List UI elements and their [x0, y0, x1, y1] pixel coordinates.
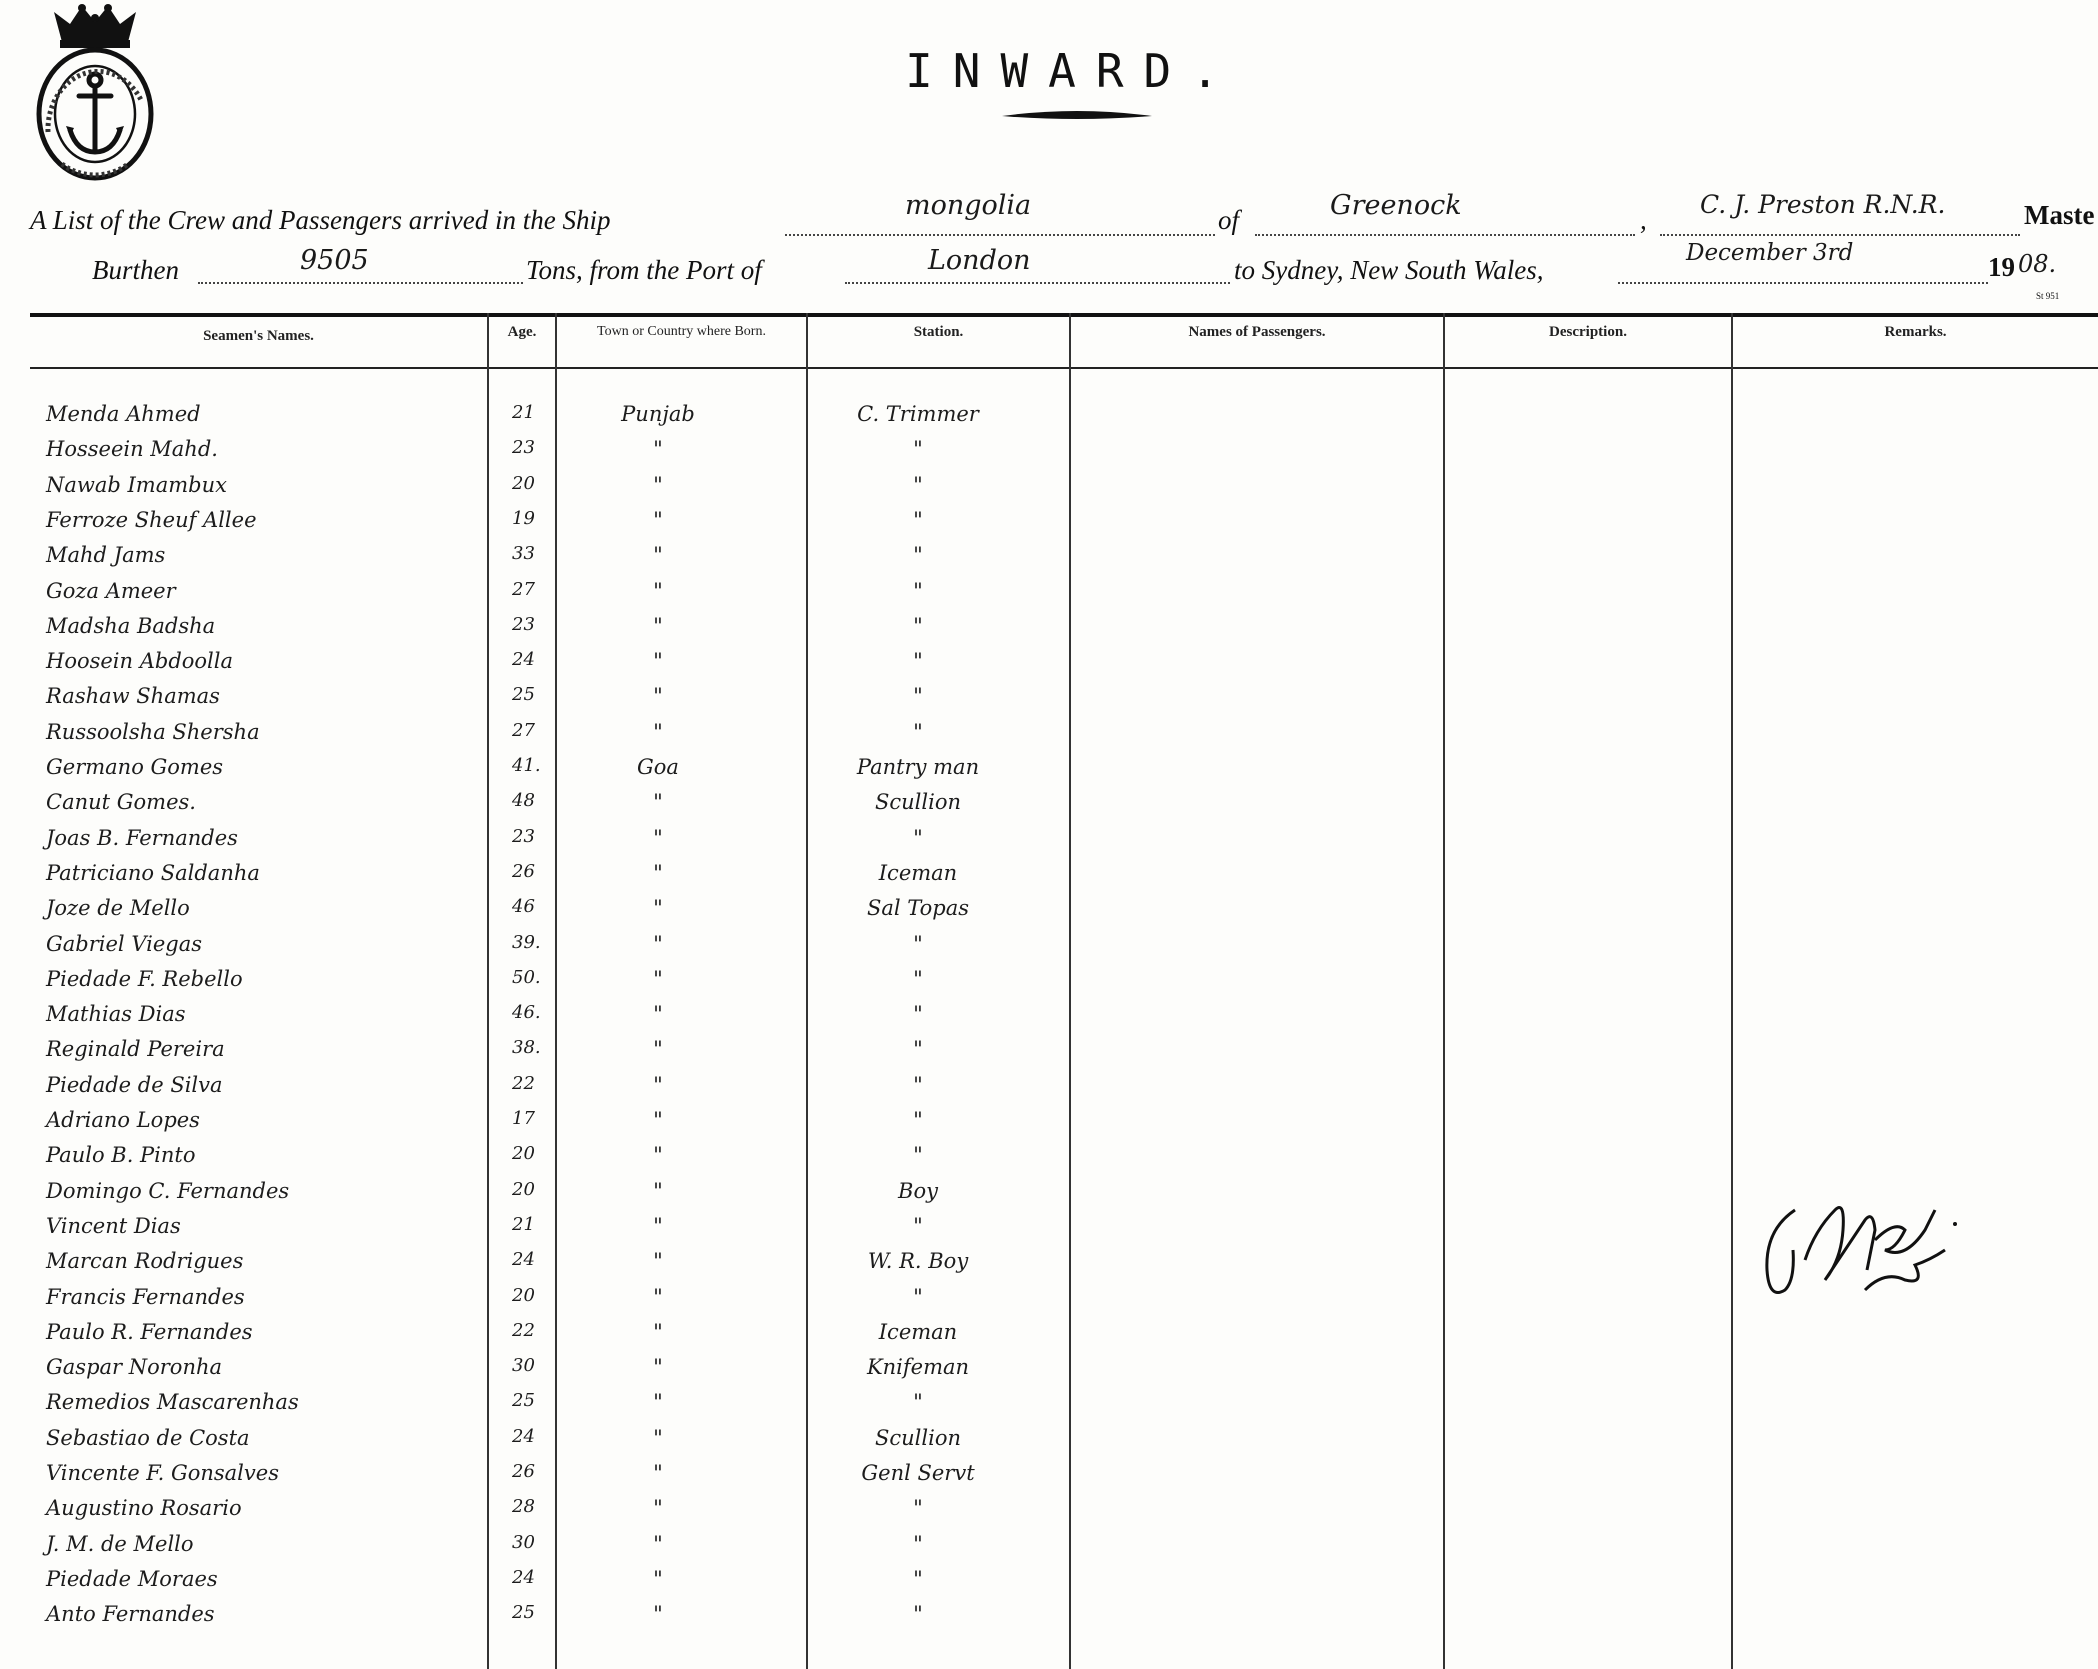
- crew-row: [0, 1532, 1100, 1568]
- crew-row: [0, 579, 1100, 615]
- burthen-label: Burthen: [92, 255, 179, 285]
- crew-age: 26: [512, 1461, 535, 1482]
- crew-birthplace: ": [653, 1284, 663, 1309]
- crew-station: Scullion: [875, 790, 961, 815]
- crew-station: C. Trimmer: [857, 402, 979, 426]
- of-label: of: [1218, 205, 1240, 235]
- crew-age: 38.: [512, 1037, 541, 1059]
- crew-row: [0, 1496, 1100, 1532]
- crew-name: Russoolsha Shersha: [46, 719, 260, 744]
- crew-age: 20: [512, 1284, 535, 1306]
- crew-age: 20: [512, 1178, 535, 1200]
- ship-name-value: mongolia: [905, 190, 1032, 221]
- crew-birthplace: ": [653, 1319, 663, 1344]
- crew-name: Madsha Badsha: [46, 613, 216, 638]
- crew-station: ": [913, 1531, 923, 1556]
- crew-age: 22: [512, 1319, 535, 1341]
- crew-age: 30: [512, 1531, 535, 1553]
- crew-station: ": [913, 1602, 923, 1627]
- crew-name: Joze de Mello: [46, 896, 190, 921]
- crew-birthplace: ": [653, 860, 663, 885]
- crew-station: ": [913, 507, 923, 532]
- crew-station: Iceman: [878, 860, 958, 885]
- crew-birthplace: ": [653, 437, 663, 462]
- crew-station: ": [913, 613, 923, 638]
- crew-station: ": [913, 578, 923, 603]
- crew-station: ": [913, 684, 923, 709]
- crew-row: [0, 1143, 1100, 1179]
- form-number: St 951: [2036, 291, 2060, 301]
- crew-name: Joas B. Fernandes: [46, 825, 238, 850]
- crew-station: W. R. Boy: [867, 1249, 969, 1274]
- crew-station: ": [913, 1496, 923, 1521]
- from-port-dotline: [845, 282, 1230, 284]
- crew-station: Boy: [898, 1178, 938, 1203]
- crew-birthplace: ": [653, 507, 663, 532]
- crew-birthplace: ": [653, 719, 663, 744]
- crew-station: ": [913, 649, 923, 674]
- date-value: December 3rd: [1686, 240, 1854, 266]
- crew-name: Rashaw Shamas: [46, 684, 220, 709]
- crew-age: 24: [512, 1249, 535, 1271]
- tons-label: Tons, from the Port of: [526, 255, 762, 285]
- crew-birthplace: Punjab: [621, 402, 695, 426]
- crew-name: Nawab Imambux: [46, 472, 227, 497]
- crew-birthplace: ": [653, 1390, 663, 1415]
- crew-name: Gabriel Viegas: [46, 931, 202, 956]
- crew-age: 24: [512, 649, 535, 671]
- crew-birthplace: ": [653, 1425, 663, 1450]
- burthen-value: 9505: [300, 245, 369, 276]
- crew-birthplace: ": [653, 1461, 663, 1485]
- crew-name: Germano Gomes: [46, 755, 224, 779]
- crew-name: Hosseein Mahd.: [46, 437, 218, 462]
- crew-row: [0, 1602, 1100, 1638]
- crew-row: [0, 1179, 1100, 1215]
- crew-birthplace: ": [653, 1566, 663, 1591]
- table-header-rule: [30, 367, 2098, 369]
- crew-name: Piedade F. Rebello: [46, 966, 243, 991]
- crew-row: [0, 790, 1100, 826]
- crew-birthplace: ": [653, 543, 663, 568]
- crew-row: [0, 1390, 1100, 1426]
- crew-birthplace: ": [653, 649, 663, 674]
- crew-birthplace: ": [653, 472, 663, 497]
- col-header-age: Age.: [507, 324, 537, 340]
- crew-row: [0, 1320, 1100, 1356]
- master-signature: [1755, 1190, 1975, 1320]
- crew-birthplace: ": [653, 790, 663, 815]
- crew-row: [0, 826, 1100, 862]
- crew-name: Anto Fernandes: [46, 1602, 215, 1627]
- col-divider-5: [1443, 313, 1445, 1669]
- crew-age: 20: [512, 472, 535, 494]
- crew-row: [0, 1355, 1100, 1391]
- crew-name: Piedade Moraes: [46, 1566, 218, 1591]
- crew-birthplace: ": [653, 1178, 663, 1203]
- crew-name: Mahd Jams: [46, 543, 166, 568]
- crew-row: [0, 1002, 1100, 1038]
- crew-age: 46: [512, 896, 535, 918]
- crew-row: [0, 1037, 1100, 1073]
- crew-birthplace: ": [653, 896, 663, 921]
- crew-age: 30: [512, 1355, 535, 1377]
- crew-station: ": [913, 1213, 923, 1238]
- crew-age: 39.: [512, 931, 541, 953]
- crew-row: [0, 861, 1100, 897]
- col-header-station: Station.: [913, 324, 964, 340]
- crew-birthplace: ": [653, 1355, 663, 1380]
- crew-birthplace: ": [653, 1002, 663, 1027]
- crew-row: [0, 967, 1100, 1003]
- crew-station: Pantry man: [856, 755, 980, 779]
- crew-row: [0, 543, 1100, 579]
- crew-age: 46.: [512, 1002, 541, 1024]
- crew-name: Vincent Dias: [46, 1213, 181, 1238]
- crew-name: Goza Ameer: [46, 578, 176, 603]
- crew-age: 22: [512, 1072, 535, 1094]
- crew-age: 27: [512, 578, 535, 600]
- registry-port-dotline: [1255, 234, 1635, 236]
- crew-birthplace: ": [653, 684, 663, 709]
- crew-station: ": [913, 719, 923, 744]
- ship-name-dotline: [785, 234, 1215, 236]
- crew-age: 24: [512, 1425, 535, 1447]
- crew-age: 25: [512, 684, 535, 706]
- col-header-seamen-names: Seamen's Names.: [203, 328, 314, 344]
- from-port-value: London: [928, 245, 1031, 276]
- crew-row: [0, 1567, 1100, 1603]
- crew-row: [0, 1249, 1100, 1285]
- col-divider-6: [1731, 313, 1733, 1669]
- crew-name: Piedade de Silva: [46, 1072, 223, 1097]
- crew-row: [0, 1285, 1100, 1321]
- crew-age: 19: [512, 507, 535, 529]
- crew-name: Canut Gomes.: [46, 790, 196, 815]
- col-header-passengers: Names of Passengers.: [1188, 324, 1326, 340]
- crew-age: 21: [512, 1213, 535, 1235]
- crew-age: 48: [512, 790, 535, 812]
- crew-age: 28: [512, 1496, 535, 1518]
- crew-row: [0, 720, 1100, 756]
- crew-name: J. M. de Mello: [46, 1531, 194, 1556]
- crew-birthplace: ": [653, 1213, 663, 1238]
- crew-age: 26: [512, 860, 535, 882]
- crew-age: 27: [512, 719, 535, 741]
- crew-age: 17: [512, 1108, 535, 1129]
- crew-row: [0, 755, 1100, 791]
- crew-age: 50.: [512, 966, 541, 988]
- crew-station: ": [913, 1072, 923, 1097]
- crew-name: Adriano Lopes: [46, 1108, 200, 1132]
- col-header-born: Town or Country where Born.: [597, 324, 766, 339]
- crew-name: Domingo C. Fernandes: [46, 1178, 290, 1203]
- crew-birthplace: ": [653, 1602, 663, 1627]
- burthen-dotline: [198, 282, 523, 284]
- crew-row: [0, 1426, 1100, 1462]
- crew-age: 23: [512, 437, 535, 459]
- registry-port-value: Greenock: [1330, 190, 1462, 221]
- crew-name: Augustino Rosario: [46, 1496, 242, 1521]
- crew-age: 25: [512, 1390, 535, 1412]
- crew-name: Ferroze Sheuf Allee: [46, 507, 257, 532]
- crew-station: ": [913, 1390, 923, 1415]
- crew-station: ": [913, 931, 923, 956]
- crew-age: 33: [512, 543, 535, 565]
- crew-name: Paulo B. Pinto: [46, 1143, 196, 1168]
- crew-birthplace: ": [653, 1143, 663, 1168]
- crew-station: ": [913, 1284, 923, 1309]
- comma-label: ,: [1640, 205, 1647, 235]
- crew-birthplace: ": [653, 1249, 663, 1274]
- crew-birthplace: ": [653, 613, 663, 638]
- crew-birthplace: ": [653, 825, 663, 850]
- col-header-remarks: Remarks.: [1884, 324, 1947, 340]
- crew-row: [0, 1108, 1100, 1144]
- crew-age: 23: [512, 825, 535, 847]
- master-dotline: [1660, 234, 2020, 236]
- document-title: INWARD.: [905, 44, 1239, 98]
- crew-station: Genl Servt: [861, 1461, 975, 1485]
- crew-age: 41.: [512, 755, 541, 776]
- crew-age: 25: [512, 1602, 535, 1624]
- crew-name: Reginald Pereira: [46, 1037, 225, 1062]
- crew-station: Iceman: [878, 1319, 958, 1344]
- crew-name: Sebastiao de Costa: [46, 1425, 250, 1450]
- master-label: Maste: [2024, 200, 2095, 230]
- crew-station: ": [913, 472, 923, 497]
- crew-name: Marcan Rodrigues: [46, 1249, 244, 1274]
- crew-birthplace: ": [653, 1037, 663, 1062]
- crew-station: ": [913, 825, 923, 850]
- crew-age: 23: [512, 613, 535, 635]
- header-line1-prefix: A List of the Crew and Passengers arrived in the Ship: [30, 205, 611, 235]
- crew-age: 20: [512, 1143, 535, 1165]
- crew-birthplace: ": [653, 1496, 663, 1521]
- crew-station: ": [913, 1566, 923, 1591]
- crew-age: 21: [512, 402, 535, 423]
- destination-label: to Sydney, New South Wales,: [1234, 255, 1544, 285]
- crew-name: Paulo R. Fernandes: [46, 1319, 253, 1344]
- master-value: C. J. Preston R.N.R.: [1700, 190, 1946, 219]
- crew-birthplace: ": [653, 966, 663, 991]
- crew-station: ": [913, 1037, 923, 1062]
- crew-row: [0, 896, 1100, 932]
- crew-birthplace: ": [653, 931, 663, 956]
- crew-row: [0, 437, 1100, 473]
- crew-station: ": [913, 543, 923, 568]
- shipping-masters-seal: [32, 2, 158, 182]
- year-prefix: 19: [1988, 252, 2015, 282]
- crew-birthplace: ": [653, 1108, 663, 1132]
- crew-row: [0, 508, 1100, 544]
- crew-station: ": [913, 966, 923, 991]
- crew-birthplace: Goa: [637, 755, 679, 779]
- crew-name: Remedios Mascarenhas: [46, 1390, 299, 1415]
- crew-row: [0, 614, 1100, 650]
- crew-station: Scullion: [875, 1425, 961, 1450]
- crew-name: Patriciano Saldanha: [46, 860, 260, 885]
- crew-name: Gaspar Noronha: [46, 1355, 223, 1380]
- crew-station: ": [913, 1002, 923, 1027]
- crew-station: Knifeman: [866, 1355, 970, 1380]
- date-dotline: [1618, 282, 1988, 284]
- crew-row: [0, 649, 1100, 685]
- year-suffix: 08.: [2018, 250, 2057, 278]
- crew-name: Mathias Dias: [46, 1002, 186, 1027]
- crew-station: ": [913, 1143, 923, 1168]
- crew-age: 24: [512, 1566, 535, 1588]
- crew-row: [0, 684, 1100, 720]
- crew-row: [0, 932, 1100, 968]
- crew-row: [0, 473, 1100, 509]
- crew-birthplace: ": [653, 1072, 663, 1097]
- crew-row: [0, 402, 1100, 438]
- crew-station: ": [913, 437, 923, 462]
- col-header-description: Description.: [1549, 324, 1627, 340]
- table-top-rule: [30, 313, 2098, 317]
- crew-name: Hoosein Abdoolla: [46, 649, 234, 674]
- crew-station: Sal Topas: [866, 896, 970, 921]
- crew-row: [0, 1461, 1100, 1497]
- crew-row: [0, 1214, 1100, 1250]
- crew-birthplace: ": [653, 578, 663, 603]
- crew-birthplace: ": [653, 1531, 663, 1556]
- crew-row: [0, 1073, 1100, 1109]
- crew-name: Menda Ahmed: [46, 402, 201, 426]
- crew-name: Vincente F. Gonsalves: [46, 1461, 279, 1485]
- crew-name: Francis Fernandes: [46, 1284, 245, 1309]
- crew-station: ": [913, 1108, 923, 1132]
- title-ornament: [1002, 108, 1152, 124]
